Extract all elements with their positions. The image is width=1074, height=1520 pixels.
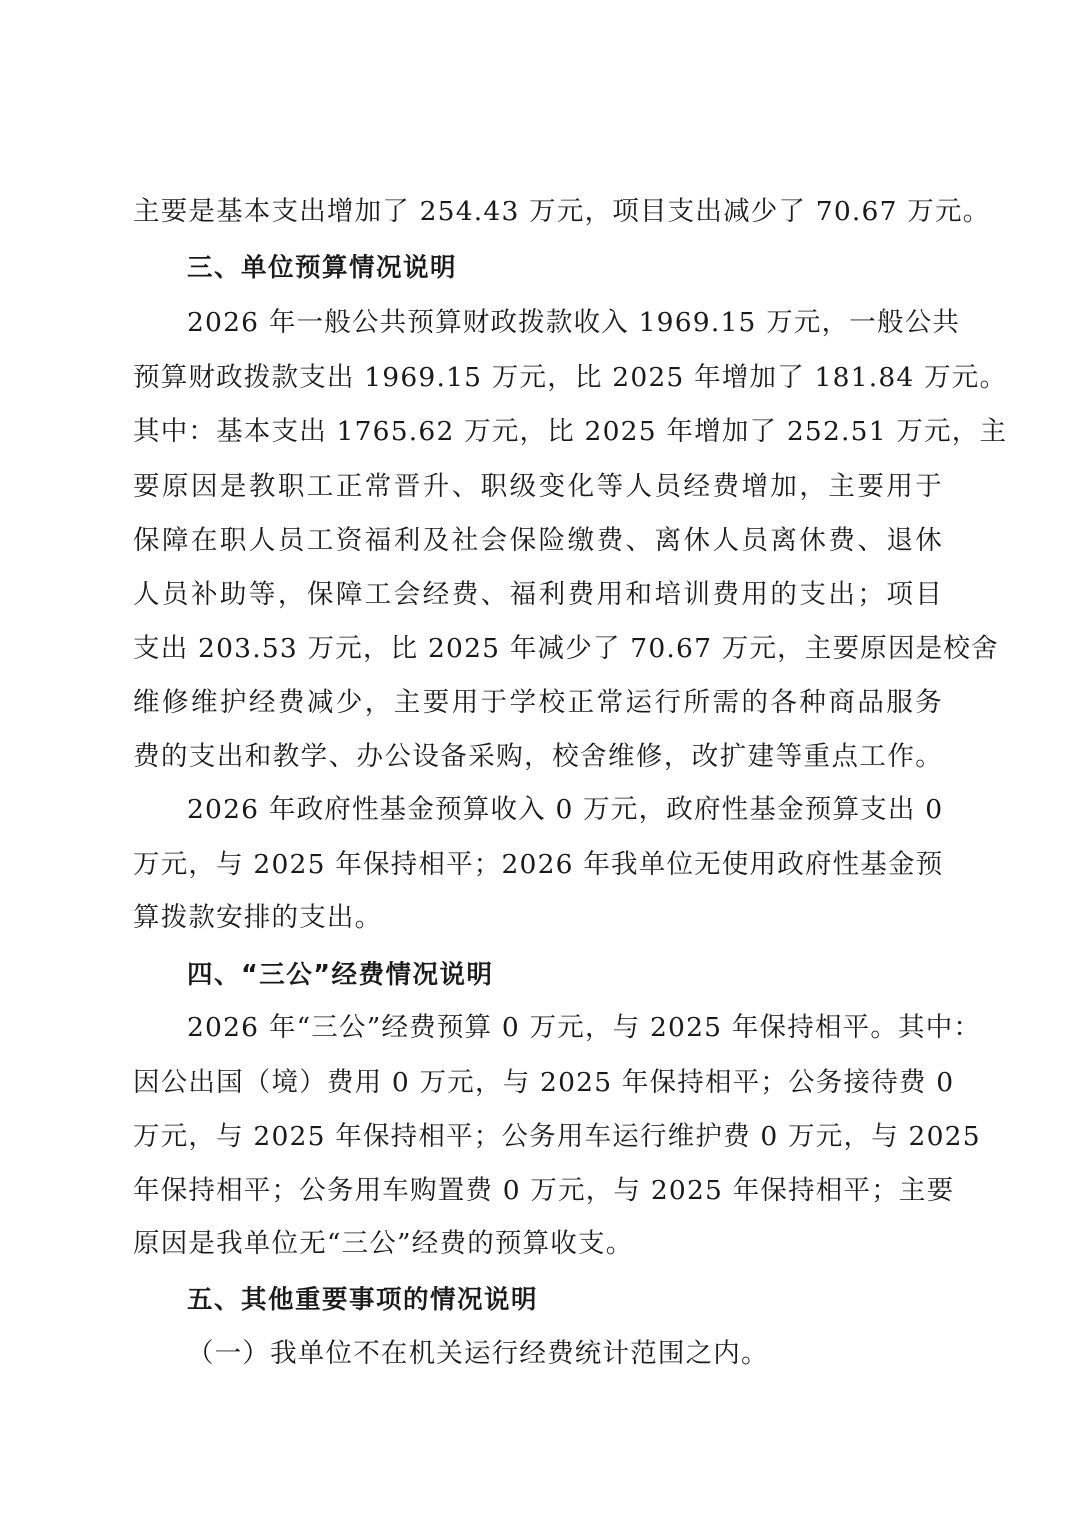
text-line: 2026 年“三公”经费预算 0 万元，与 2025 年保持相平。其中： [187,1012,982,1043]
text-line: 保障在职人员工资福利及社会保险缴费、离休人员离休费、退休 [133,525,943,556]
text-line: 万元，与 2025 年保持相平；公务用车运行维护费 0 万元，与 2025 [133,1121,981,1152]
text-line: 年保持相平；公务用车购置费 0 万元，与 2025 年保持相平；主要 [133,1175,955,1206]
text-line: 维修维护经费减少，主要用于学校正常运行所需的各种商品服务 [133,687,943,718]
section-heading-5: 五、其他重要事项的情况说明 [187,1285,539,1315]
text-line: 费的支出和教学、办公设备采购，校舍维修，改扩建等重点工作。 [133,741,943,772]
text-line: 万元，与 2025 年保持相平；2026 年我单位无使用政府性基金预 [133,849,944,880]
text-line: 支出 203.53 万元，比 2025 年减少了 70.67 万元，主要原因是校舍 [133,633,999,664]
text-line: 因公出国（境）费用 0 万元，与 2025 年保持相平；公务接待费 0 [133,1067,955,1098]
text-line: 2026 年一般公共预算财政拨款收入 1969.15 万元，一般公共 [187,307,961,338]
text-line: 算拨款安排的支出。 [133,902,383,933]
section-heading-3: 三、单位预算情况说明 [187,253,458,283]
section-heading-4: 四、“三公”经费情况说明 [187,960,494,990]
text-line: 预算财政拨款支出 1969.15 万元，比 2025 年增加了 181.84 万元。 [133,362,1008,393]
text-line: 其中：基本支出 1765.62 万元，比 2025 年增加了 252.51 万元，主 [133,416,1008,447]
text-line: 人员补助等，保障工会经费、福利费用和培训费用的支出；项目 [133,579,943,610]
text-line: （一）我单位不在机关运行经费统计范围之内。 [187,1338,769,1369]
text-line: 要原因是教职工正常晋升、职级变化等人员经费增加，主要用于 [133,471,943,502]
text-line: 原因是我单位无“三公”经费的预算收支。 [133,1228,634,1259]
text-line: 2026 年政府性基金预算收入 0 万元，政府性基金预算支出 0 [187,794,944,825]
text-line: 主要是基本支出增加了 254.43 万元，项目支出减少了 70.67 万元。 [133,196,991,227]
